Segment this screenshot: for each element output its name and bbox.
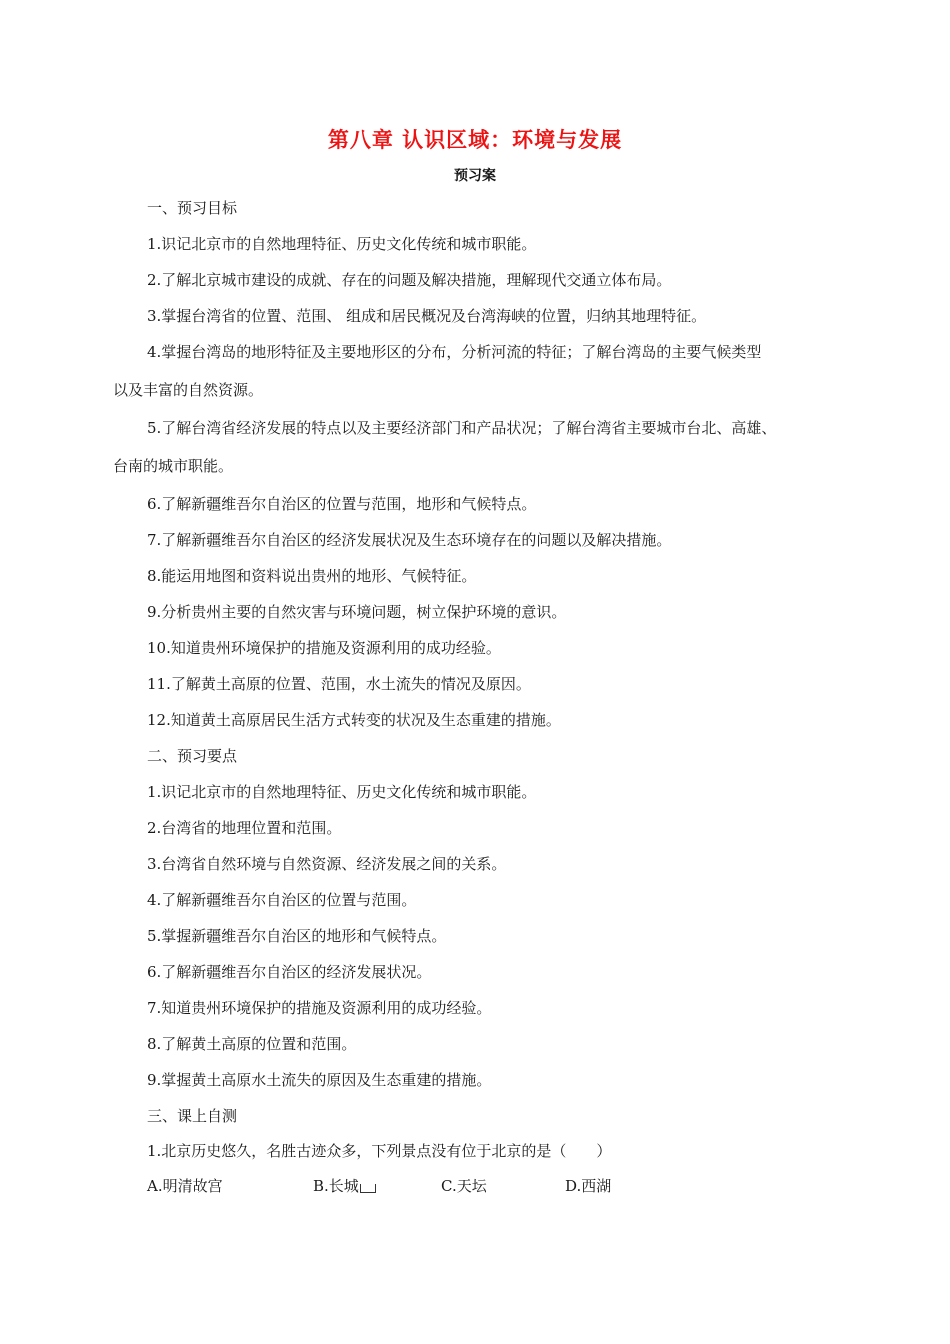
list-item: 1.识记北京市的自然地理特征、历史文化传统和城市职能。	[147, 783, 537, 801]
option-c: C.天坛	[441, 1177, 487, 1195]
section-heading: 一、预习目标	[147, 199, 238, 217]
list-item: 11.了解黄土高原的位置、范围，水土流失的情况及原因。	[147, 675, 531, 693]
list-item: 3.台湾省自然环境与自然资源、经济发展之间的关系。	[147, 855, 507, 873]
question-text: 1.北京历史悠久，名胜古迹众多，下列景点没有位于北京的是（ ）	[147, 1142, 612, 1160]
option-b-wrapper	[313, 1176, 376, 1196]
page-title: 第八章 认识区域：环境与发展	[327, 128, 623, 152]
list-item: 6.了解新疆维吾尔自治区的经济发展状况。	[147, 963, 432, 981]
list-item: 5.了解台湾省经济发展的特点以及主要经济部门和产品状况；了解台湾省主要城市台北、高雄、	[147, 419, 777, 437]
list-item: 4.掌握台湾岛的地形特征及主要地形区的分布，分析河流的特征；了解台湾岛的主要气候类型	[147, 343, 762, 361]
option-d: D.西湖	[565, 1177, 612, 1195]
list-item: 8.了解黄土高原的位置和范围。	[147, 1035, 357, 1053]
option-b: B.长城	[313, 1177, 359, 1195]
list-item-continuation: 以及丰富的自然资源。	[113, 381, 264, 399]
list-item: 9.掌握黄土高原水土流失的原因及生态重建的措施。	[147, 1071, 492, 1089]
list-item: 1.识记北京市的自然地理特征、历史文化传统和城市职能。	[147, 235, 537, 253]
list-item: 2.台湾省的地理位置和范围。	[147, 819, 342, 837]
blank-mark-icon	[360, 1184, 376, 1193]
list-item: 2.了解北京城市建设的成就、存在的问题及解决措施，理解现代交通立体布局。	[147, 271, 672, 289]
page-subtitle: 预习案	[454, 168, 496, 184]
list-item: 7.了解新疆维吾尔自治区的经济发展状况及生态环境存在的问题以及解决措施。	[147, 531, 672, 549]
section-heading: 三、课上自测	[147, 1107, 238, 1125]
section-heading: 二、预习要点	[147, 747, 238, 765]
list-item: 6.了解新疆维吾尔自治区的位置与范围，地形和气候特点。	[147, 495, 537, 513]
list-item-continuation: 台南的城市职能。	[113, 457, 234, 475]
list-item: 3.掌握台湾省的位置、范围、 组成和居民概况及台湾海峡的位置，归纳其地理特征。	[147, 307, 707, 325]
list-item: 8.能运用地图和资料说出贵州的地形、气候特征。	[147, 567, 477, 585]
list-item: 7.知道贵州环境保护的措施及资源利用的成功经验。	[147, 999, 492, 1017]
list-item: 4.了解新疆维吾尔自治区的位置与范围。	[147, 891, 417, 909]
list-item: 12.知道黄土高原居民生活方式转变的状况及生态重建的措施。	[147, 711, 561, 729]
list-item: 5.掌握新疆维吾尔自治区的地形和气候特点。	[147, 927, 447, 945]
list-item: 9.分析贵州主要的自然灾害与环境问题，树立保护环境的意识。	[147, 603, 567, 621]
list-item: 10.知道贵州环境保护的措施及资源利用的成功经验。	[147, 639, 501, 657]
option-a: A.明清故宫	[147, 1177, 223, 1195]
